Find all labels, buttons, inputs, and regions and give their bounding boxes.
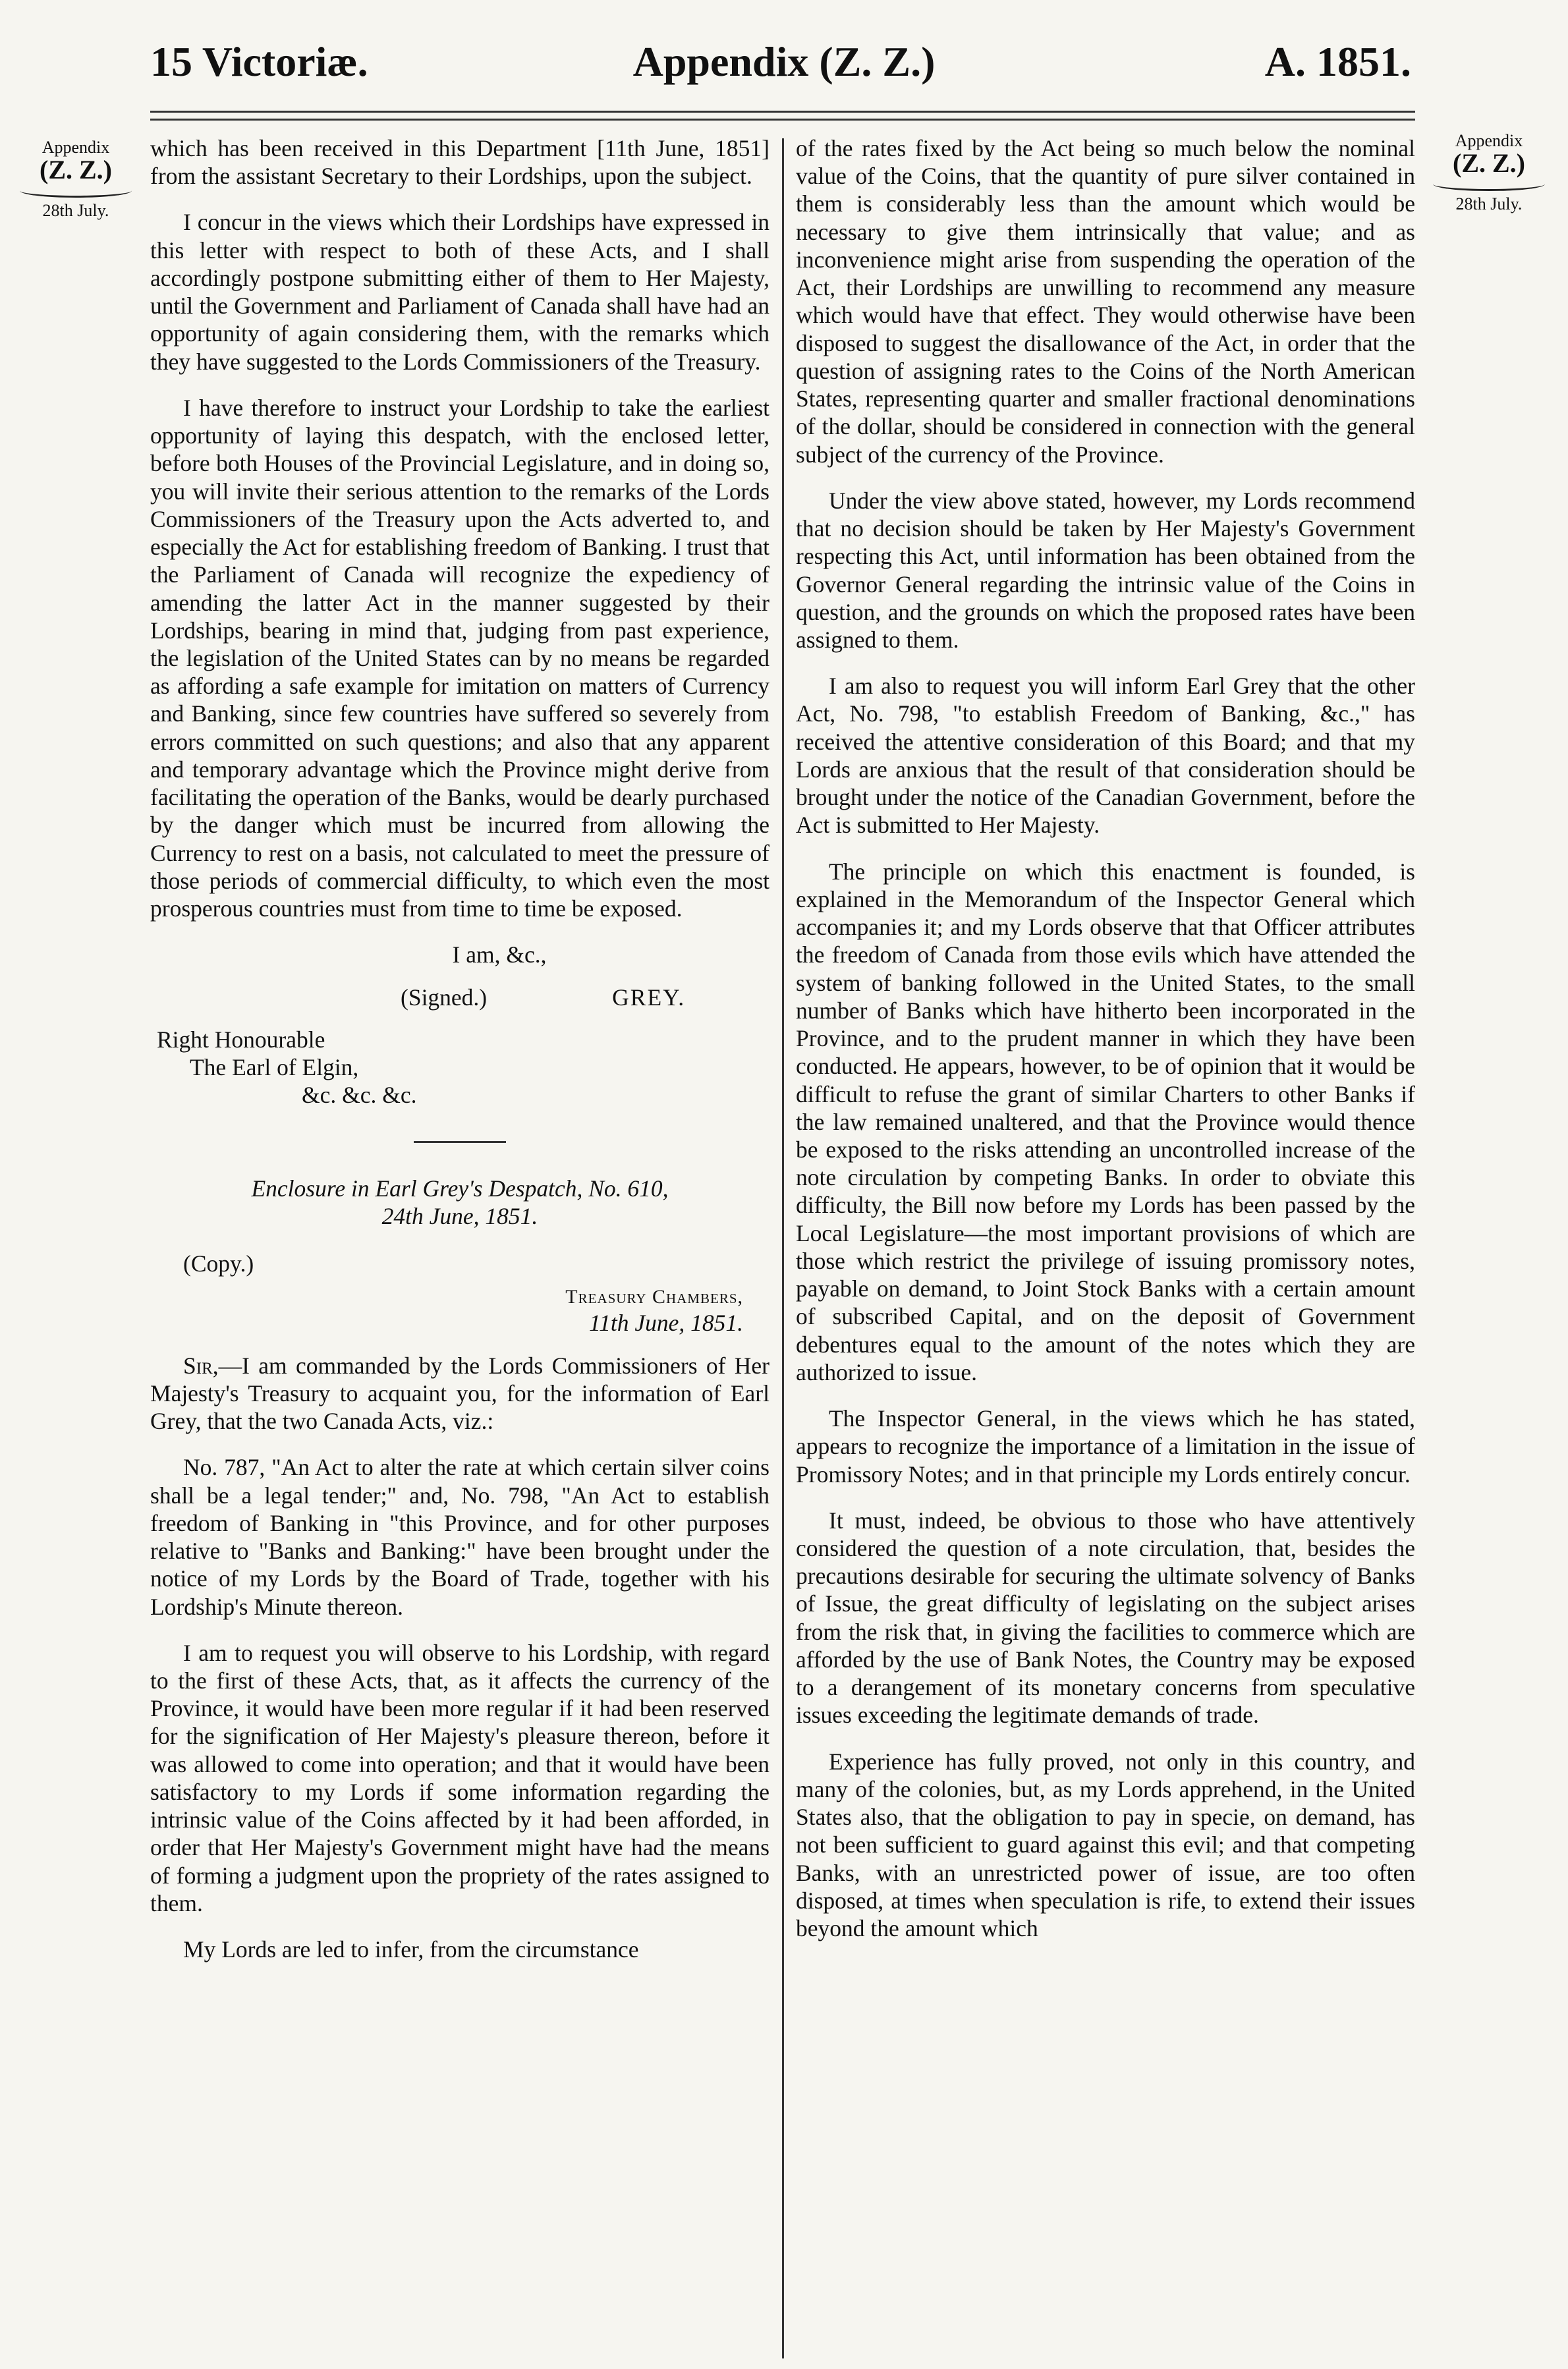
signed-label: (Signed.) (401, 984, 488, 1011)
margin-note-code: (Z. Z.) (1453, 148, 1525, 179)
paragraph: I have therefore to instruct your Lordship to take the earliest opportunity of laying this despatch, with the enclosed letter, before both Houses of the Provincial Legislature, and in doing so, you will invite their serious attention to the remarks of the Lords Commissioners of the Treasury upon the Acts adverted to, and especially the Act for establishing freedom of Banking. I trust that the Parliament of Canada will recognize the expediency of amending the latter Act in the manner suggested by their Lordships, bearing in mind that, judging from past experience, the legislation of the United States can by no means be regarded as affording a safe example for imitation on matters of Currency and Banking, since few countries have suffered so severely from errors committed on such questions; and also that any apparent and temporary advantage which the Province might derive from facilitating the operation of the Banks, would be dearly purchased by the danger which must be incurred from allowing the Currency to rest on a basis, not calculated to meet the pressure of those periods of commercial difficulty, to which even the most prosperous countries must from time to time be exposed. (150, 394, 770, 922)
margin-note-brace (20, 184, 132, 198)
paragraph: My Lords are led to infer, from the circumstance (183, 1936, 639, 1963)
section-divider (414, 1141, 506, 1143)
paragraph: The Inspector General, in the views which he has stated, appears to recognize the importance of a limitation in the issue of Promissory Notes; and in that principle my Lords entirely concur. (796, 1405, 1415, 1488)
margin-note-label: Appendix (1455, 131, 1523, 150)
header-rule-top (150, 111, 1415, 113)
paragraph: I am to request you will observe to his Lordship, with regard to the first of these Acts, that, as it affects the currency of the Province, it would have been more regular if it had been reserved for the signification of Her Majesty's pleasure thereon, before it was allowed to come into operation; and that it would have been satisfactory to my Lords if some information regarding the intrinsic value of the Coins affected by it had been afforded, in order that Her Majesty's Government might have had the means of forming a judgment upon the propriety of the rates assigned to them. (150, 1639, 770, 1916)
paragraph: The principle on which this enactment is founded, is explained in the Memorandum of the Inspector General which accompanies it; and my Lords observe that that Officer attributes the freedom of Canada from those evils which have attended the system of banking followed in the United States, to the small number of Banks which have hitherto been incorporated in the Province, and to the prudent manner in which they have been conducted. He appears, however, to be of opinion that it would be difficult to refuse the grant of similar Charters to other Banks if the law remained unaltered, and that the Province would thence be exposed to the risks attending an uncontrolled increase of the note circulation by competing Banks. In order to obviate this difficulty, the Bill now before my Lords has been passed by the Local Legislature—the most important provisions of which are those which restrict the privilege of issuing promissory notes, payable on demand, to Joint Stock Banks with a certain amount of subscribed Capital, and on the deposit of Government debentures equal to the amount of the notes which they are authorized to issue. (796, 858, 1415, 1385)
margin-note-right (1426, 132, 1552, 213)
enclosure-date: 24th June, 1851. (381, 1202, 538, 1229)
column-divider (782, 138, 784, 2358)
paragraph-text: —I am commanded by the Lords Commissioners of Her Majesty's Treasury to acquaint you, for the information of Earl Grey, that the two Canada Acts, viz.: (150, 1352, 770, 1435)
margin-note-date: 28th July. (42, 201, 109, 221)
signature-line (150, 984, 770, 1011)
addressee-line: The Earl of Elgin, (190, 1054, 359, 1081)
margin-note-brace (1433, 177, 1545, 191)
enclosure-heading (150, 1175, 770, 1230)
letter-closing (150, 941, 770, 1109)
right-column (796, 134, 1415, 1961)
paragraph: No. 787, "An Act to alter the rate at which certain silver coins shall be a legal tender;" and, No. 798, "An Act to establish freedom of Banking in "this Province, and for other purposes relative to "Banks and Banking:" have been brought under the notice of my Lords by the Board of Trade, together with his Lordship's Minute thereon. (150, 1454, 770, 1620)
header-session: 15 Victoriæ. (150, 38, 368, 85)
paragraph: Experience has fully proved, not only in this country, and many of the colonies, but, as my Lords apprehend, in the United States also, that the obligation to pay in specie, on demand, has not been sufficient to guard against this evil; and that competing Banks, with an unrestricted power of issue, are too often disposed, at times when speculation is rife, to extend their issues beyond the amount which (796, 1748, 1415, 1942)
margin-note-left (13, 138, 138, 220)
addressee-line: Right Honourable (157, 1026, 325, 1053)
left-column (150, 134, 770, 1982)
header-rule-bottom (150, 119, 1415, 121)
paragraph: Under the view above stated, however, my Lords recommend that no decision should be taken by Her Majesty's Government respecting this Act, until information has been obtained from the Governor General regarding the intrinsic value of the Coins in question, and the grounds on which the proposed rates have been assigned to them. (796, 487, 1415, 653)
header-year: A. 1851. (1264, 38, 1411, 85)
signatory-name: GREY. (612, 984, 686, 1011)
header-appendix-title: Appendix (Z. Z.) (632, 38, 936, 85)
margin-note-label: Appendix (42, 138, 110, 157)
closing-salutation: I am, &c., (452, 941, 547, 968)
paragraph: I concur in the views which their Lordships have expressed in this letter with respect to both of these Acts, and I shall accordingly postpone submitting either of them to Her Majesty, until the Government and Parliament of Canada shall have had an opportunity of again considering them, with the remarks which they have suggested to the Lords Commissioners of the Treasury. (150, 209, 770, 375)
copy-label: (Copy.) (183, 1250, 254, 1277)
margin-note-code: (Z. Z.) (40, 155, 112, 185)
paragraph: I am also to request you will inform Earl Grey that the other Act, No. 798, "to establish Freedom of Banking, &c.," has received the attentive consideration of this Board; and that my Lords are anxious that the result of that consideration should be brought under the notice of the Canadian Government, before the Act is submitted to Her Majesty. (796, 673, 1415, 839)
addressee-line: &c. &c. &c. (302, 1082, 417, 1109)
letter-date: 11th June, 1851. (589, 1310, 743, 1337)
place-name: Treasury Chambers, (565, 1286, 743, 1308)
enclosure-title: Enclosure in Earl Grey's Despatch, No. 610, (251, 1175, 669, 1202)
paragraph: It must, indeed, be obvious to those who have attentively considered the question of a note circulation, that, besides the precautions desirable for securing the ultimate solvency of Banks of Issue, the great difficulty of legislating on the subject arises from the risk that, in giving the facilities to commerce which are afforded by the use of Bank Notes, the Country may be exposed to a derangement of its monetary concerns from speculative issues exceeding the legitimate demands of trade. (796, 1507, 1415, 1729)
paragraph (150, 1352, 770, 1435)
paragraph: which has been received in this Department [11th June, 1851] from the assistant Secretary to their Lordships, upon the subject. (150, 135, 770, 190)
margin-note-date: 28th July. (1455, 194, 1523, 214)
letter-place (150, 1281, 770, 1309)
page-header (0, 29, 1568, 95)
paragraph: of the rates fixed by the Act being so much below the nominal value of the Coins, that the quantity of pure silver contained in them is considerably less than the amount which would be necessary to give them intrinsically that value; and as inconvenience might arise from suspending the operation of the Act, their Lordships are unwilling to recommend any measure which would have that effect. They would otherwise have been disposed to suggest the disallowance of the Act, in order that the question of assigning rates to the Coins of the North American States, representing quarter and smaller fractional denominations of the dollar, should be considered in connection with the general subject of the currency of the Province. (796, 135, 1415, 468)
salutation: Sir, (183, 1352, 219, 1379)
